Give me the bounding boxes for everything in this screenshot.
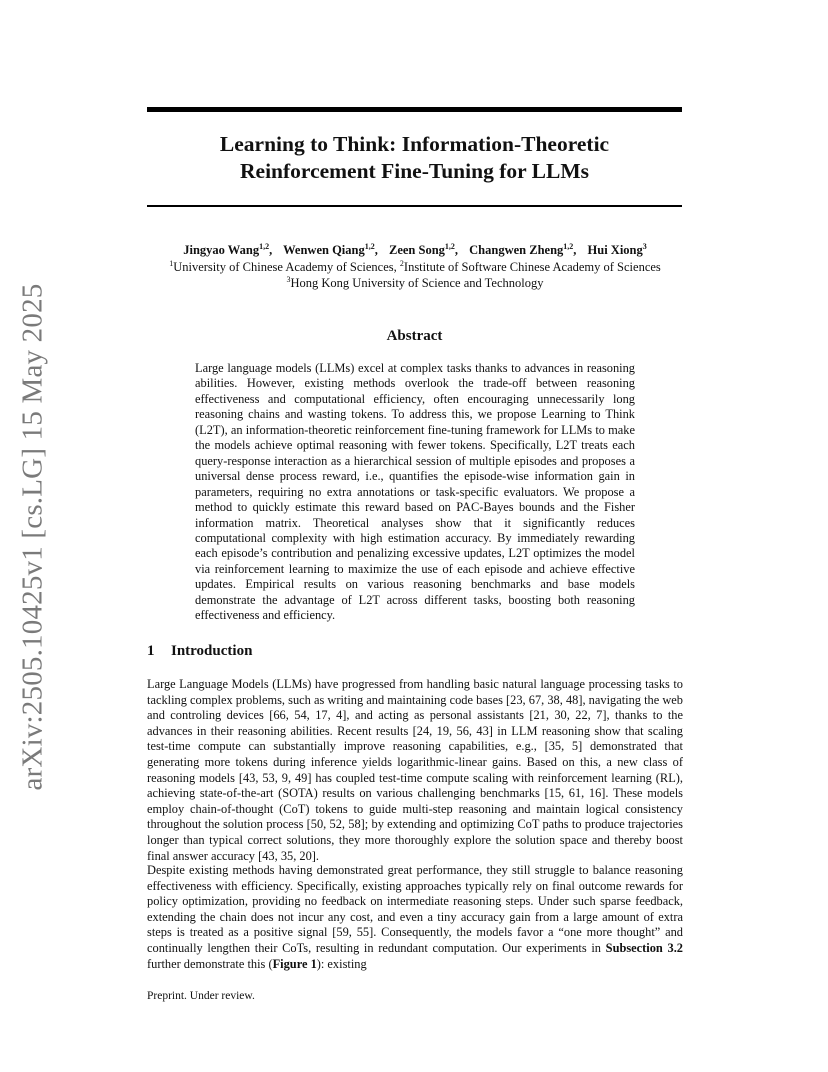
author: Jingyao Wang$^{1,2}$, — [183, 242, 273, 257]
affiliation-ucas: University of Chinese Academy of Sciences, — [173, 260, 400, 274]
section-number: 1 — [147, 643, 155, 659]
affiliation-line-2: $^3$Hong Kong University of Science and Technology — [286, 275, 544, 290]
figure-reference[interactable]: Figure 1 — [272, 956, 317, 971]
intro-paragraph-1: Large Language Models (LLMs) have progressed from handling basic natural language processing tasks to tackling complex problems, such as writing and maintaining code bases [23, 67, 38, 48], navigating the web and controling devices [66, 54, 17, 4], and acting as personal assistants [21, 30, 22, 7], thanks to the advances in their reasoning abilities. Recent results [24, 19, 56, 43] in LLM reasoning show that scaling test-time compute can substantially improve reasoning capabilities, e.g., [35, 5] demonstrated that generating more tokens during inference yields logarithmic-linear gains. Based on this, a new class of reasoning models [43, 53, 9, 49] has coupled test-time compute scaling with reinforcement learning (RL), achieving state-of-the-art (SOTA) results on various challenging benchmarks [15, 61, 16]. These models employ chain-of-thought (CoT) tokens to guide multi-step reasoning and maintain logical consistency throughout the solution process [50, 52, 58]; by extending and optimizing CoT paths to produce trajectories longer than typical correct solutions, they more thoroughly explore the solution space and thereby boost final answer accuracy [43, 35, 20]. — [147, 677, 683, 863]
abstract-text: Large language models (LLMs) excel at complex tasks thanks to advances in reasoning abilities. However, existing methods overlook the trade-off between reasoning effectiveness and computational efficiency, often encouraging unnecessarily long reasoning chains and wasting tokens. To address this, we propose Learning to Think (L2T), an information-theoretic reinforcement fine-tuning framework for LLMs to make the models achieve optimal reasoning with fewer tokens. Specifically, L2T treats each query-response interaction as a hierarchical session of multiple episodes and proposes a universal dense process reward, i.e., quantifies the episode-wise information gain in parameters, requiring no extra annotations or task-specific evaluators. We propose a method to quickly estimate this reward based on PAC-Bayes bounds and the Fisher information matrix. Theoretical analyses show that it significantly reduces computational complexity with high estimation accuracy. By immediately rewarding each episode’s contribution and penalizing excessive updates, L2T optimizes the model via reinforcement learning to maximize the use of each episode and achieve effective updates. Empirical results on various reasoning benchmarks and base models demonstrate the advantage of L2T across different tasks, boosting both reasoning effectiveness and efficiency. — [195, 361, 635, 623]
affiliation-line-1: $^1$University of Chinese Academy of Sciences, $^2$Institute of Software Chinese Academy of Sciences — [169, 259, 661, 274]
footer-note: Preprint. Under review. — [147, 990, 255, 1002]
paper-title — [147, 131, 682, 185]
author-list — [120, 241, 710, 259]
arxiv-identifier: arXiv:2505.10425v1 [cs.LG] 15 May 2025 — [16, 283, 49, 791]
author: Zeen Song$^{1,2}$, — [388, 242, 459, 257]
affiliation-iscas: Institute of Software Chinese Academy of Sciences — [403, 260, 661, 274]
section-title: Introduction — [171, 643, 253, 659]
arxiv-sidebar — [16, 283, 50, 791]
title-rule-top — [147, 107, 682, 112]
author: Changwen Zheng$^{1,2}$, — [469, 242, 577, 257]
subsection-reference[interactable]: Subsection 3.2 — [605, 940, 683, 955]
abstract-heading: Abstract — [386, 328, 443, 344]
title-line-1: Learning to Think: Information-Theoretic — [219, 132, 610, 156]
affiliation-hkust: Hong Kong University of Science and Technology — [290, 276, 544, 290]
title-rule-bottom — [147, 205, 682, 207]
author: Hui Xiong$^3$ — [587, 242, 647, 257]
author: Wenwen Qiang$^{1,2}$, — [283, 242, 378, 257]
title-line-2: Reinforcement Fine-Tuning for LLMs — [240, 159, 589, 183]
intro-paragraph-2: Despite existing methods having demonstrated great performance, they still struggle to balance reasoning effectiveness with efficiency. Specifically, existing approaches typically rely on final outcome rewards for policy optimization, providing no feedback on intermediate reasoning steps. Under such sparse feedback, extending the chain does not incur any cost, and even a tiny accuracy gain from a large amount of extra steps is treated as a positive signal [59, 55]. Consequently, the models favor a “one more thought” and continually lengthen their CoTs, resulting in redundant computation. Our experiments in Subsection 3.2 further demonstrate this (Figure 1): existing — [147, 863, 683, 971]
section-heading-introduction — [147, 643, 252, 660]
